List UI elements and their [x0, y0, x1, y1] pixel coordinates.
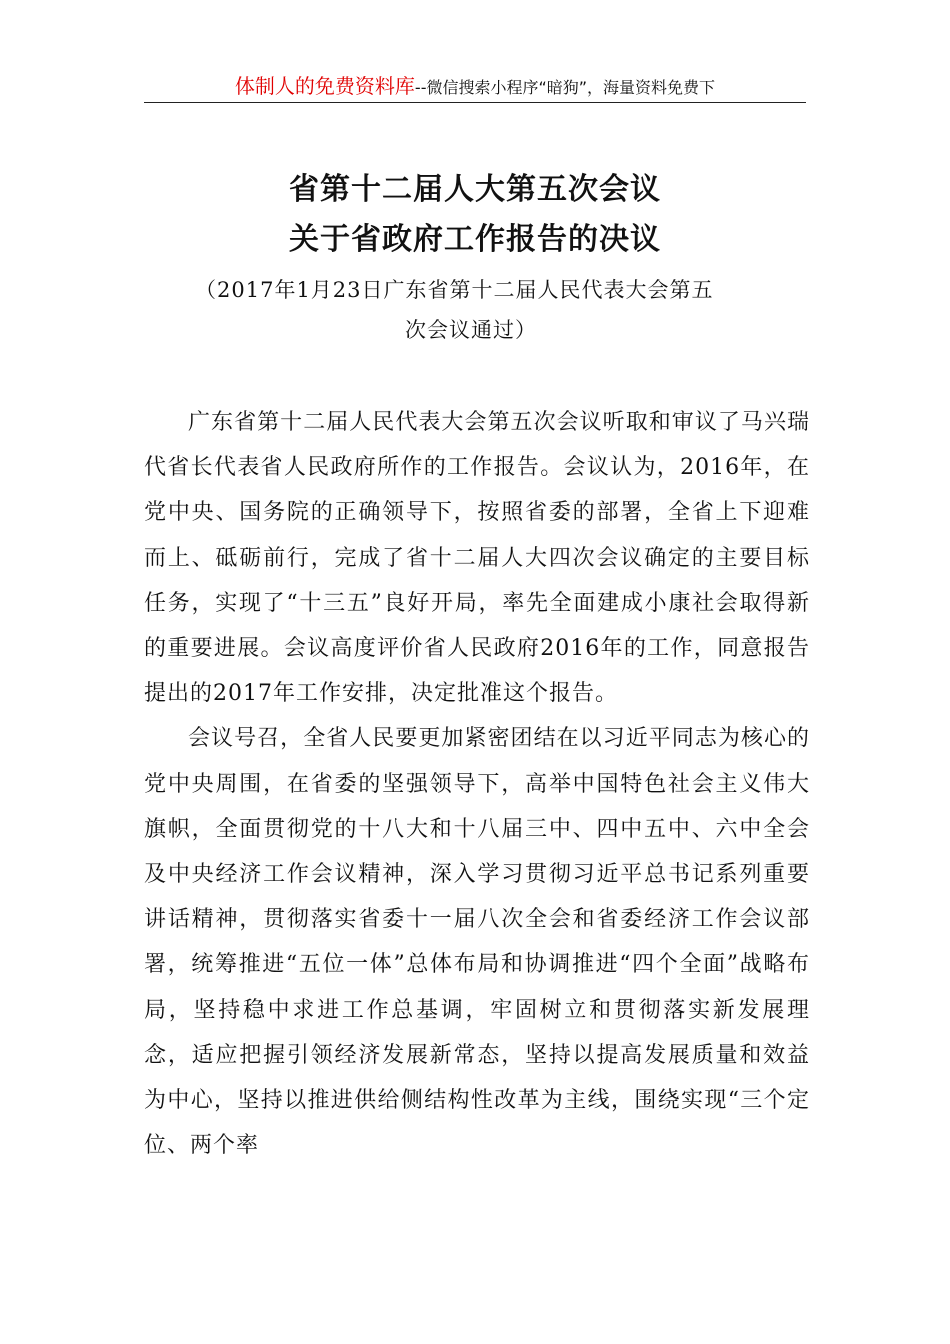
body-paragraph: 会议号召，全省人民要更加紧密团结在以习近平同志为核心的党中央周围，在省委的坚强领导下，高举中国特色社会主义伟大旗帜，全面贯彻党的十八大和十八届三中、四中五中、六中全会及中央经济工作会议精神，深入学习贯彻习近平总书记系列重要讲话精神，贯彻落实省委十一届八次全会和省委经济工作会议部署，统筹推进“五位一体”总体布局和协调推进“四个全面”战略布局，坚持稳中求进工作总基调，牢固树立和贯彻落实新发展理念，适应把握引领经济发展新常态，坚持以提高发展质量和效益为中心，坚持以推进供给侧结构性改革为主线，围绕实现“三个定位、两个率 [144, 726, 810, 1159]
header-tagline: --微信搜索小程序“暗狗”，海量资料免费下 [414, 78, 716, 97]
page-header [144, 72, 806, 103]
title-line: 关于省政府工作报告的决议 [289, 222, 661, 257]
subtitle-line: 次会议通过） [405, 318, 537, 342]
title-line: 省第十二届人大第五次会议 [289, 172, 661, 207]
document-subtitle [195, 270, 815, 350]
header-brand: 体制人的免费资料库 [234, 74, 415, 98]
body-paragraph: 广东省第十二届人民代表大会第五次会议听取和审议了马兴瑞代省长代表省人民政府所作的工作报告。会议认为，2016年，在党中央、国务院的正确领导下，按照省委的部署，全省上下迎难而上、砥砺前行，完成了省十二届人大四次会议确定的主要目标任务，实现了“十三五”良好开局，率先全面建成小康社会取得新的重要进展。会议高度评价省人民政府2016年的工作，同意报告提出的2017年工作安排，决定批准这个报告。 [144, 410, 810, 707]
subtitle-line: （2017年1月23日广东省第十二届人民代表大会第五 [195, 278, 714, 302]
document-title [144, 165, 806, 265]
document-body [144, 400, 810, 1168]
